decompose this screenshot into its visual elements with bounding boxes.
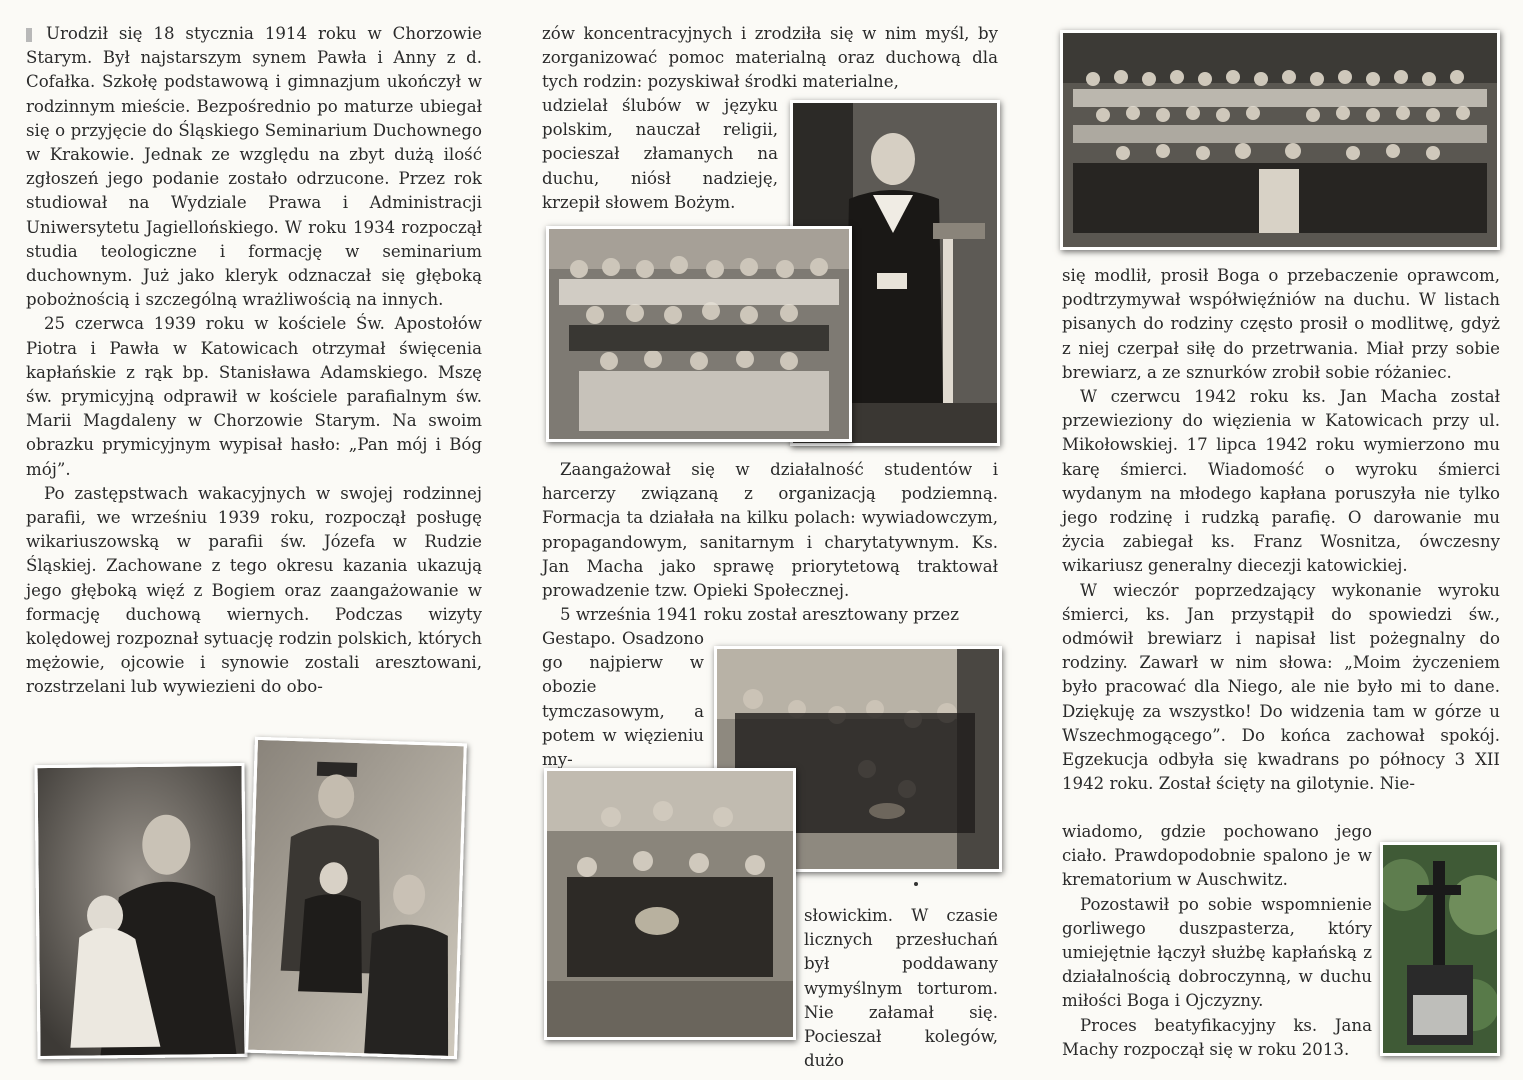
paragraph: Urodził się 18 stycznia 1914 roku w Chorzowie Starym. Był najstarszym synem Pawła i Anny z d. Cofałka. Szkołę podstawową i gimnazjum ukończył w rodzinnym mieście. Bezpośrednio po maturze ubiegał się o przyjęcie do Śląskiego Seminarium Duchownego w Krakowie. Jednak ze względu na zbyt dużą ilość zgłoszeń jego podanie zostało odrzucone. Przez rok studiował na Wydziale Prawa i Administracji Uniwersytetu Jagiellońskiego. W roku 1934 rozpoczął studia teologiczne i formację w seminarium duchownym. Już jako kleryk odznaczał się głęboką pobożnością i szczególną wrażliwością na innych. <box>26 24 482 310</box>
middle-column-beside-photo: udzielał ślubów w języku polskim, nauczał religii, pocieszał złamanych na duchu, niósł nadzieję, krzepił słowem Bożym. <box>542 96 778 212</box>
paragraph: Po zastępstwach wakacyjnych w swojej rodzinnej parafii, we wrześniu 1939 roku, rozpoczął posługę wikariuszowską w parafii św. Józefa w Rudzie Śląskiej. Zachowane z tego okresu kazania ukazują jego głęboką więź z Bogiem oraz zaangażowanie w formację duchową wiernych. Podczas wizyty kolędowej rozpoznał sytuację rodzin polskich, których mężowie, ojcowie i synowie zostali aresztowani, rozstrzelani lub wywiezieni do obo- <box>26 483 482 697</box>
photo-communion-class <box>1060 30 1500 250</box>
middle-column-intro: zów koncentracyjnych i zrodziła się w nim myśl, by zorganizować pomoc materialną oraz duchową dla tych rodzin: pozyskiwał środki materialne, <box>542 24 998 92</box>
photo-group-seated <box>544 768 796 1040</box>
left-column-text <box>26 22 482 700</box>
decorative-dot <box>914 882 918 886</box>
middle-column-paragraph-2: Zaangażował się w działalność studentów i harcerzy związaną z organizacją podziemną. Formacja ta działała na kilku polach: wywiadowczym, propagandowym, sanitarnym i charytatywnym. Ks. Jan Macha jako sprawę priorytetową traktował prowadzenie tzw. Opieki Społecznej. 5 września 1941 roku został aresztowany przez <box>542 460 998 625</box>
photo-mother-with-baby <box>34 763 247 1059</box>
photo-family-portrait <box>245 737 467 1060</box>
photo-grave-memorial <box>1380 842 1500 1056</box>
right-column-text: się modlił, prosił Boga o przebaczenie oprawcom, podtrzymywał współwięźniów na duchu. W listach pisanych do rodziny często prosił o modlitwę, gdyż z niej czerpał siłę do przetrwania. Miał przy sobie brewiarz, a ze sznurków zrobił sobie różaniec. W czerwcu 1942 roku ks. Jan Macha został przewieziony do więzienia w Katowicach przy ul. Mikołowskiej. 17 lipca 1942 roku wymierzono mu karę śmierci. Wiadomość o wyroku śmierci wydanym na młodego kapłana poruszyła nie tylko jego rodzinę i rudzką parafię. O darowanie mu życia zabiegał ks. Franz Wosnitza, ówczesny wikariusz generalny diecezji katowickiej. W wieczór poprzedzający wykonanie wyroku śmierci, ks. Jan przystąpił do spowiedzi św., odmówił brewiarz i napisał list pożegnalny do rodziny. Zawarł w nim słowa: „Moim życzeniem było pracować dla Niego, ale nie było mi to dane. Dziękuję za wszystko! Do widzenia tam w górze u Wszechmogącego”. Do końca zachował spokój. Egzekucja odbyła się kwadrans po północy 3 XII 1942 roku. Został ścięty na gilotynie. Nie- <box>1062 266 1500 794</box>
photo-students-group <box>546 226 852 442</box>
middle-column-narrow-text: Gestapo. Osadzono go najpierw w obozie tymczasowym, a potem w więzieniu my- <box>542 629 704 770</box>
right-column-narrow-text: wiadomo, gdzie pochowano jego ciało. Prawdopodobnie spalono je w krematorium w Auschwitz. Pozostawił po sobie wspomnienie gorliwego duszpasterza, który umiejętnie łączył służbę kapłańską z działalnością dobroczynną, w duchu miłości Boga i Ojczyzny. Proces beatyfikacyjny ks. Jana Machy rozpoczął się w roku 2013. <box>1062 822 1372 1059</box>
paragraph: 25 czerwca 1939 roku w kościele Św. Apostołów Piotra i Pawła w Katowicach otrzymał święcenia kapłańskie z rąk bp. Stanisława Adamskiego. Mszę św. prymicyjną odprawił w kościele parafialnym św. Marii Magdaleny w Chorzowie Starym. Na swoim obrazku prymicyjnym wypisał hasło: „Pan mój i Bóg mój”. <box>26 314 482 479</box>
middle-column-bottom-text: słowickim. W czasie licznych przesłuchań był poddawany wymyślnym torturom. Nie załamał się. Pocieszał kolegów, dużo <box>804 906 998 1071</box>
